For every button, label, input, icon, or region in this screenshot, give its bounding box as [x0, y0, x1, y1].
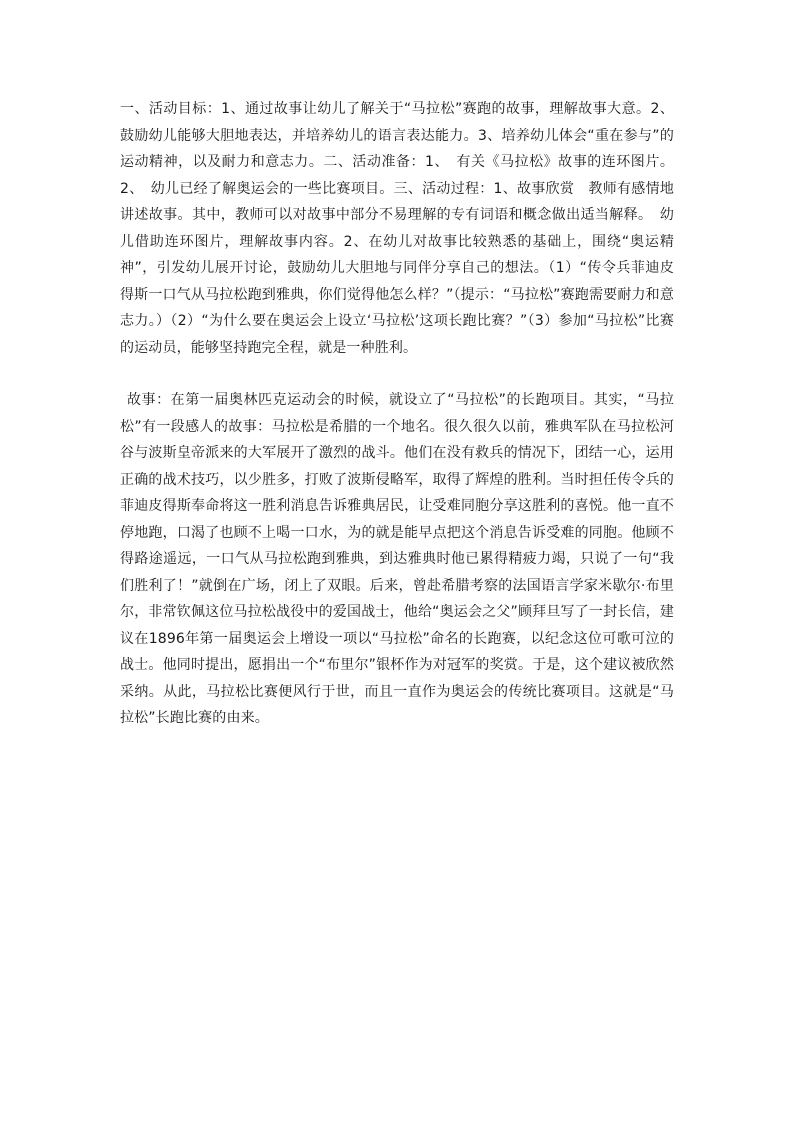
story-paragraph: 故事：在第一届奥林匹克运动会的时候，就设立了“马拉松”的长跑项目。其实，“马拉松”有一段感人的故事：马拉松是希腊的一个地名。很久很久以前，雅典军队在马拉松河谷与波斯皇帝派来的大军展开了激烈的战斗。他们在没有救兵的情况下，团结一心，运用正确的战术技巧，以少胜多，打败了波斯侵略军，取得了辉煌的胜利。当时担任传令兵的菲迪皮得斯奉命将这一胜利消息告诉雅典居民，让受难同胞分享这胜利的喜悦。他一直不停地跑，口渴了也顾不上喝一口水，为的就是能早点把这个消息告诉受难的同胞。他顾不得路途遥远，一口气从马拉松跑到雅典，到达雅典时他已累得精疲力竭，只说了一句“我们胜利了！”就倒在广场，闭上了双眼。后来，曾赴希腊考察的法国语言学家米歇尔·布里尔，非常钦佩这位马拉松战役中的爱国战士，他给“奥运会之父”顾拜旦写了一封长信，建议在1896年第一届奥运会上增设一项以“马拉松”命名的长跑赛，以纪念这位可歌可泣的战士。他同时提出，愿捐出一个“布里尔”银杯作为对冠军的奖赏。于是，这个建议被欣然采纳。从此，马拉松比赛便风行于世，而且一直作为奥运会的传统比赛项目。这就是“马拉松”长跑比赛的由来。 — [120, 392, 674, 726]
document-body — [120, 96, 674, 732]
paragraph-spacer — [120, 361, 674, 387]
activity-plan-paragraph: 一、活动目标：1、通过故事让幼儿了解关于“马拉松”赛跑的故事，理解故事大意。2、鼓励幼儿能够大胆地表达，并培养幼儿的语言表达能力。3、培养幼儿体会“重在参与”的运动精神，以及耐力和意志力。二、活动准备：1、 有关《马拉松》故事的连环图片。2、 幼儿已经了解奥运会的一些比赛项目。三、活动过程：1、故事欣赏 教师有感情地讲述故事。其中，教师可以对故事中部分不易理解的专有词语和概念做出适当解释。 幼儿借助连环图片，理解故事内容。2、在幼儿对故事比较熟悉的基础上，围绕“奥运精神”，引发幼儿展开讨论，鼓励幼儿大胆地与同伴分享自己的想法。（1）“传令兵菲迪皮得斯一口气从马拉松跑到雅典，你们觉得他怎么样？”（提示：“马拉松”赛跑需要耐力和意志力。）（2）“为什么要在奥运会上设立‘马拉松’这项长跑比赛？”（3）参加“马拉松”比赛的运动员，能够坚持跑完全程，就是一种胜利。 — [120, 101, 674, 356]
